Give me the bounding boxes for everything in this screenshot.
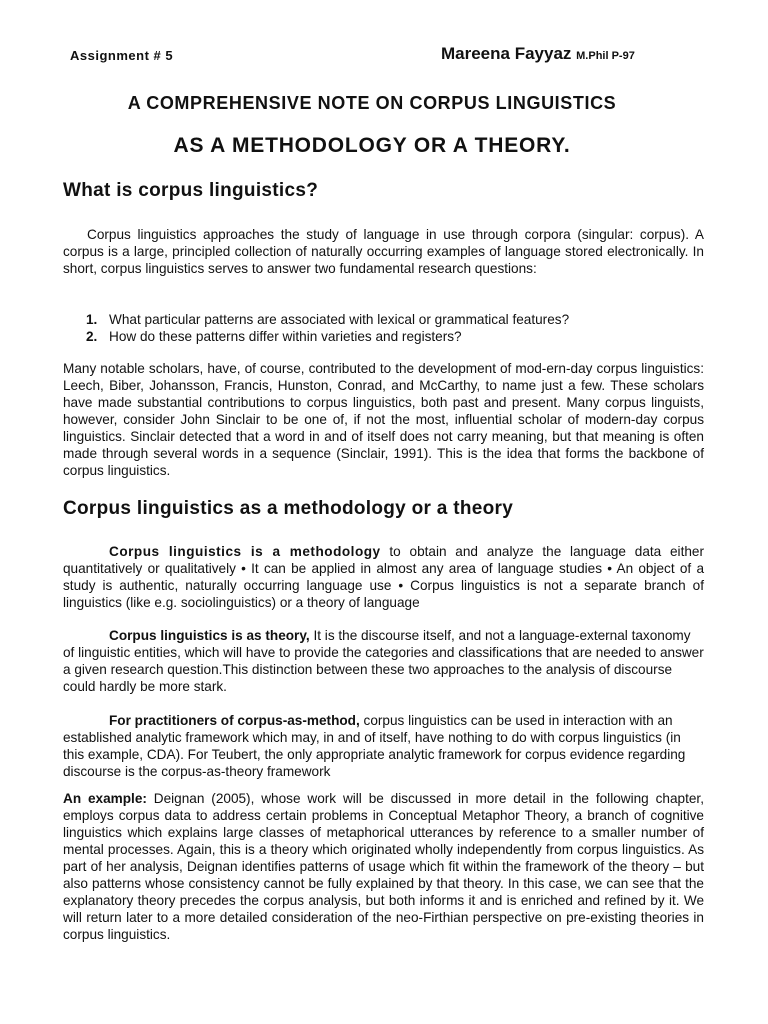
title-line-2: AS A METHODOLOGY OR A THEORY.: [173, 134, 571, 157]
theory-paragraph: [63, 627, 704, 695]
author-block: [441, 44, 635, 64]
practitioners-lead: For practitioners of corpus-as-method,: [109, 713, 360, 728]
document-header: [70, 44, 690, 70]
intro-paragraph: Corpus linguistics approaches the study of language in use through corpora (singular: corpus). A corpus is a large, principled collection of naturally occurring examples of language stored electronically. In short, corpus linguistics serves to answer two fundamental research questions:: [63, 227, 704, 276]
list-item: [86, 328, 569, 345]
practitioners-text: corpus linguistics can be used in interaction with an established analytic framework which may, in and of itself, have nothing to do with corpus linguistics (in this example, CDA). For Teubert, the only appropriate analytic framework for corpus evidence regarding discourse is the corpus-as-theory framework: [63, 713, 686, 779]
list-item: [86, 311, 569, 328]
example-paragraph: [63, 790, 704, 943]
methodology-text: to obtain and analyze the language data either quantitatively or qualitatively • It can be applied in almost any area of language studies • An object of a study is authentic, naturally occurring language use • Corpus linguistics is not a separate branch of linguistics (like e.g. sociolinguistics) or a theory of language: [63, 544, 704, 610]
practitioners-paragraph: [63, 712, 704, 780]
title-line-1: A COMPREHENSIVE NOTE ON CORPUS LINGUISTICS: [127, 93, 617, 113]
assignment-number: Assignment # 5: [70, 48, 174, 63]
author-name: Mareena Fayyaz: [441, 44, 572, 63]
example-lead: An example:: [63, 791, 147, 806]
research-questions-list: [86, 311, 569, 345]
theory-lead: Corpus linguistics is as theory,: [109, 628, 310, 643]
list-number: 2.: [86, 329, 98, 344]
section-heading-methodology-theory: Corpus linguistics as a methodology or a theory: [63, 498, 514, 519]
section-heading-what-is: What is corpus linguistics?: [63, 180, 319, 201]
list-text: How do these patterns differ within varieties and registers?: [109, 329, 462, 344]
scholars-paragraph: Many notable scholars, have, of course, contributed to the development of mod-ern-day corpus linguistics: Leech, Biber, Johansson, Francis, Hunston, Conrad, and McCarthy, to name just a few. These scholars have made substantial contributions to corpus linguistics, both past and present. Many corpus linguists, however, consider John Sinclair to be one of, if not the most, influential scholar of modern-day corpus linguistics. Sinclair detected that a word in and of itself does not carry meaning, but that meaning is often made through several words in a sequence (Sinclair, 1991). This is the idea that forms the backbone of corpus linguistics.: [63, 361, 704, 478]
list-number: 1.: [86, 312, 98, 327]
list-text: What particular patterns are associated with lexical or grammatical features?: [109, 312, 570, 327]
author-detail: M.Phil P-97: [576, 50, 635, 62]
methodology-lead: Corpus linguistics is a methodology: [109, 544, 381, 559]
methodology-paragraph: [63, 543, 704, 611]
theory-text: It is the discourse itself, and not a language-external taxonomy of linguistic entities, which will have to provide the categories and classifications that are needed to answer a given research question.This distinction between these two approaches to the analysis of discourse could hardly be more stark.: [63, 628, 704, 694]
example-text: Deignan (2005), whose work will be discussed in more detail in the following chapter, employs corpus data to address certain problems in Conceptual Metaphor Theory, a branch of cognitive linguistics which explains large classes of metaphorical utterances by reference to a smaller number of mental processes. Again, this is a theory which originated wholly independently from corpus linguistics. As part of her analysis, Deignan identifies patterns of usage which fit within the framework of the theory – but also patterns whose consistency cannot be fully explained by that theory. In this case, we can see that the explanatory theory precedes the corpus analysis, but both informs it and is enriched and refined by it. We will return later to a more detailed consideration of the neo-Firthian perspective on pre-existing theories in corpus linguistics.: [63, 791, 704, 942]
